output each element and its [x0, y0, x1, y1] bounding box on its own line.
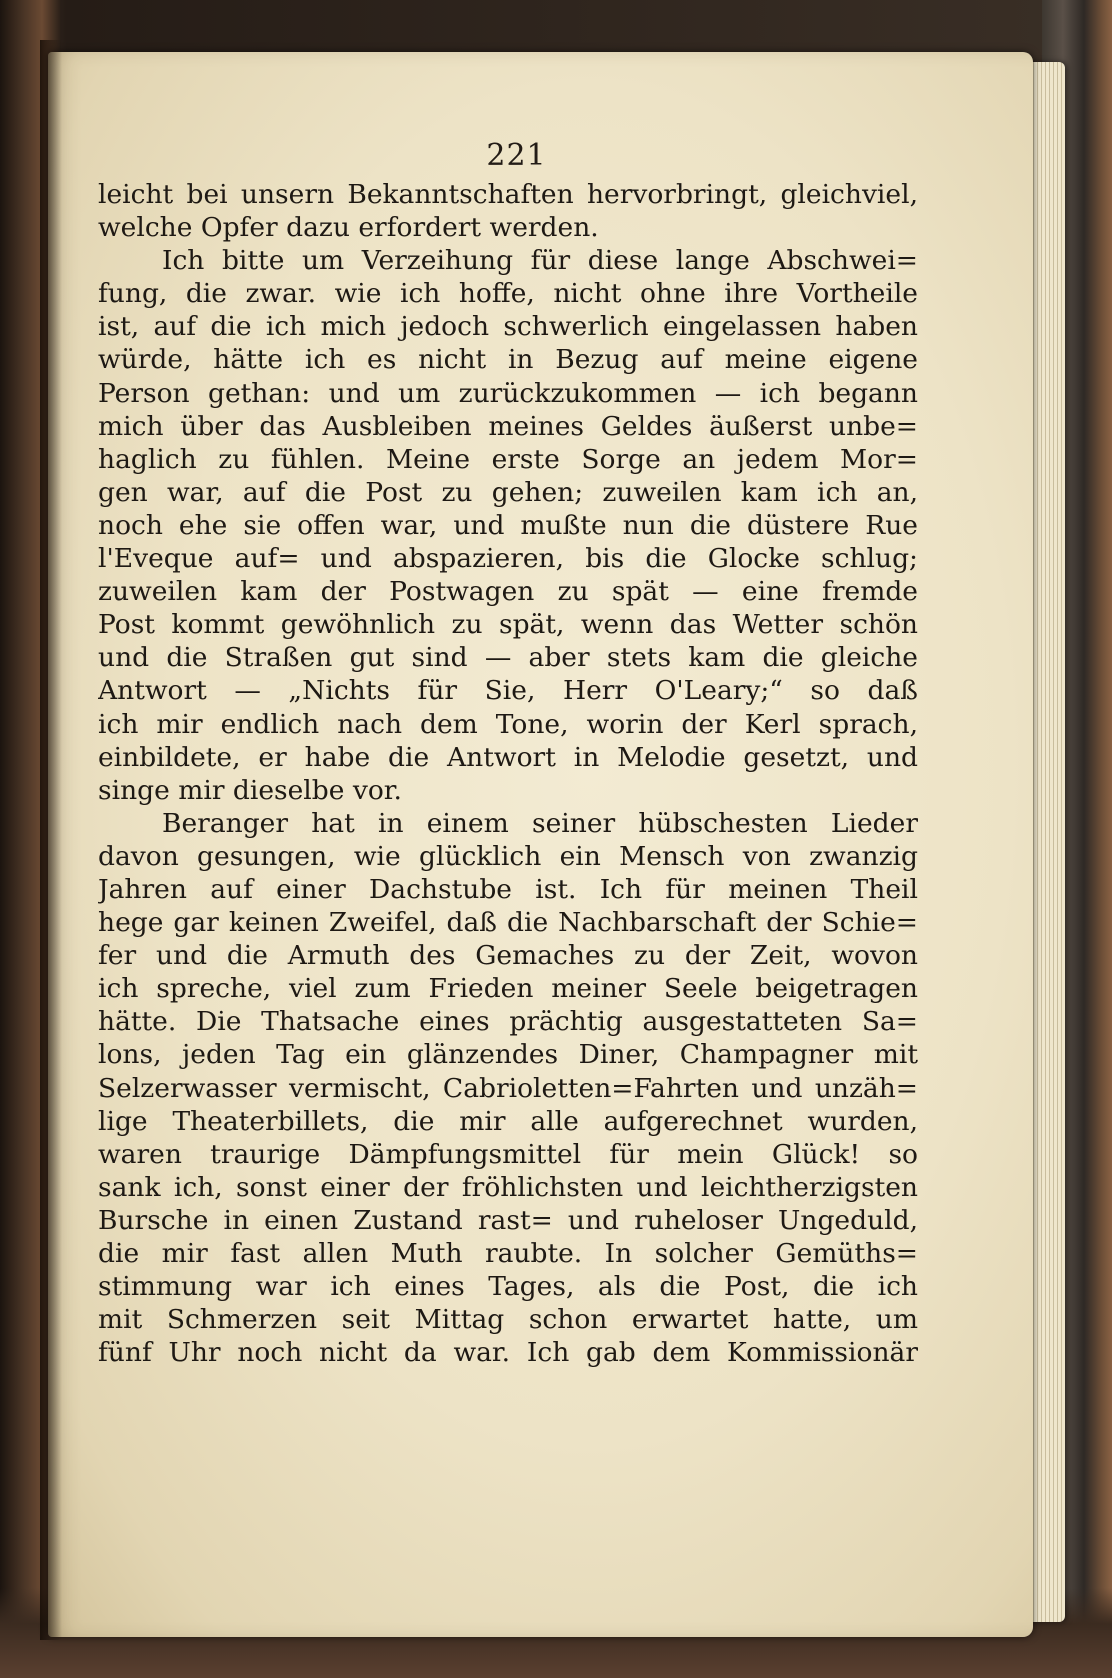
text-line: Beranger hat in einem seiner hübschesten Lieder: [162, 807, 918, 839]
text-line: ich spreche, viel zum Frieden meiner Seele beigetragen: [98, 973, 918, 1005]
text-line: sank ich, sonst einer der fröhlichsten und leichtherzigsten: [98, 1171, 918, 1203]
text-line: Selzerwasser vermischt, Cabrioletten=Fahrten und unzäh=: [98, 1072, 918, 1104]
page-number: 221: [486, 138, 547, 173]
body-text: [98, 178, 918, 1369]
text-line: hätte. Die Thatsache eines prächtig ausgestatteten Sa=: [98, 1006, 918, 1038]
text-line: Jahren auf einer Dachstube ist. Ich für meinen Theil: [98, 873, 918, 905]
text-line: singe mir dieselbe vor.: [98, 774, 402, 806]
text-line: ist, auf die ich mich jedoch schwerlich eingelassen haben: [98, 311, 918, 343]
text-line: fer und die Armuth des Gemaches zu der Zeit, wovon: [98, 940, 918, 972]
text-line: Bursche in einen Zustand rast= und ruheloser Ungeduld,: [98, 1204, 918, 1236]
text-line: hege gar keinen Zweifel, daß die Nachbarschaft der Schie=: [98, 907, 918, 939]
text-line: lige Theaterbillets, die mir alle aufgerechnet wurden,: [98, 1105, 918, 1137]
text-line: ich mir endlich nach dem Tone, worin der Kerl sprach,: [98, 708, 918, 740]
text-line: leicht bei unsern Bekanntschaften hervorbringt, gleichviel,: [98, 179, 918, 210]
text-line: zuweilen kam der Postwagen zu spät — eine fremde: [98, 576, 918, 608]
text-line: fung, die zwar. wie ich hoffe, nicht ohne ihre Vortheile: [98, 278, 918, 310]
text-line: mit Schmerzen seit Mittag schon erwartet hatte, um: [98, 1304, 918, 1336]
text-line: welche Opfer dazu erfordert werden.: [98, 212, 599, 244]
text-line: würde, hätte ich es nicht in Bezug auf meine eigene: [98, 344, 918, 376]
text-line: die mir fast allen Muth raubte. In solcher Gemüths=: [98, 1238, 918, 1269]
text-line: fünf Uhr noch nicht da war. Ich gab dem Kommissionär: [98, 1337, 918, 1369]
text-line: Antwort — „Nichts für Sie, Herr O'Leary;“ so daß: [98, 675, 918, 707]
text-line: davon gesungen, wie glücklich ein Mensch von zwanzig: [98, 840, 918, 872]
text-line: Post kommt gewöhnlich zu spät, wenn das Wetter schön: [98, 609, 918, 641]
text-line: l'Eveque auf= und abspazieren, bis die Glocke schlug;: [98, 543, 918, 575]
text-line: mich über das Ausbleiben meines Geldes äußerst unbe=: [98, 410, 918, 442]
text-line: Person gethan: und um zurückzukommen — ich begann: [98, 377, 918, 409]
text-line: waren traurige Dämpfungsmittel für mein Glück! so: [98, 1138, 918, 1170]
text-line: noch ehe sie offen war, und mußte nun die düstere Rue: [98, 509, 918, 541]
text-line: stimmung war ich eines Tages, als die Post, die ich: [98, 1271, 918, 1303]
text-line: Ich bitte um Verzeihung für diese lange Abschwei=: [162, 245, 918, 277]
text-line: einbildete, er habe die Antwort in Melodie gesetzt, und: [98, 741, 918, 773]
text-line: lons, jeden Tag ein glänzendes Diner, Champagner mit: [98, 1039, 918, 1071]
text-line: haglich zu fühlen. Meine erste Sorge an jedem Mor=: [98, 443, 918, 475]
text-line: und die Straßen gut sind — aber stets kam die gleiche: [98, 642, 918, 674]
text-line: gen war, auf die Post zu gehen; zuweilen kam ich an,: [98, 476, 918, 508]
gutter-shadow: [40, 40, 62, 1640]
